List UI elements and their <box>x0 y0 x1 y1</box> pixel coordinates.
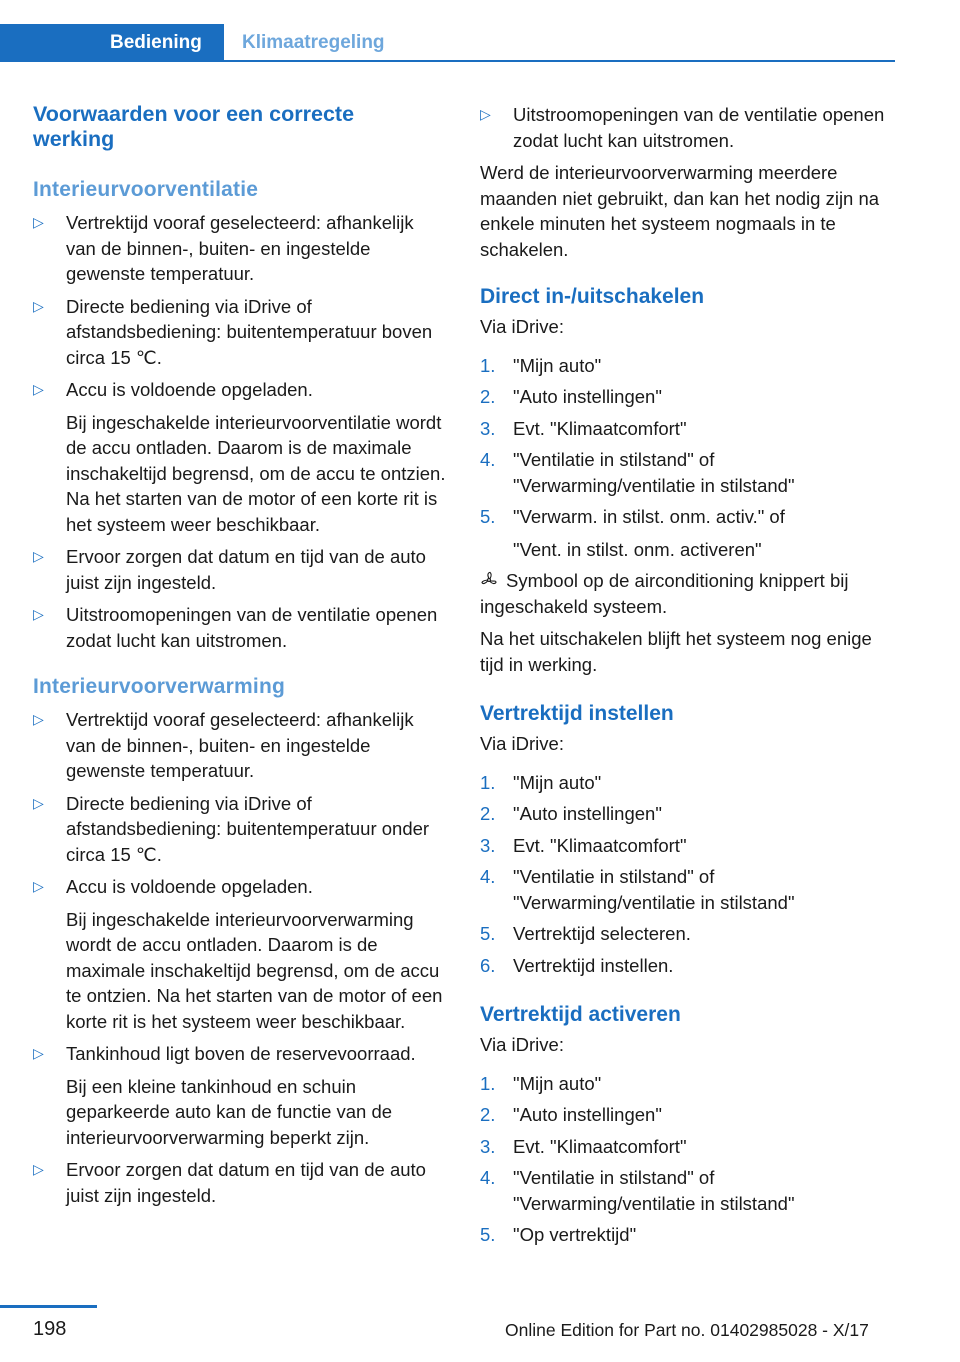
step-item <box>480 504 894 562</box>
step-item <box>480 1222 894 1248</box>
step-item <box>480 1071 894 1097</box>
step-number: 2. <box>480 1104 496 1125</box>
step-number: 1. <box>480 354 496 376</box>
step-text: "Auto instellingen" <box>513 1104 662 1125</box>
list-item-detail: Bij een kleine tankinhoud en schuin geparkeerde auto kan de functie van de interieurvoorverwarming beperkt zijn. <box>66 1075 393 1148</box>
list-item-text: Directe bediening via iDrive of afstandsbediening: buitentemperatuur onder circa 15 ℃. <box>66 792 430 865</box>
triangle-right-icon: ▷ <box>33 878 44 894</box>
list-item-text: Uitstroomopeningen van de ventilatie openen zodat lucht kan uitstromen. <box>66 604 438 651</box>
section-title-activeren: Vertrektijd activeren <box>480 1003 681 1026</box>
step-number: 4. <box>480 866 496 887</box>
step-number: 5. <box>480 923 496 944</box>
step-number: 1. <box>480 1072 496 1094</box>
step-number: 3. <box>480 1135 496 1157</box>
step-item <box>480 1134 894 1160</box>
step-text: "Mijn auto" <box>513 1072 602 1094</box>
list-item-detail: Bij ingeschakelde interieurvoorventilatie wordt de accu ontladen. Daarom is de maximale inschakeltijd begrensd, om de accu te ontzien. Na het starten van de motor of een korte rit is het systeem weer beschikbaar. <box>66 411 446 535</box>
header-tab-bar <box>0 0 895 62</box>
list-item-detail: Bij ingeschakelde interieurvoorverwarming wordt de accu ontladen. Daarom is de maximale inschakeltijd begrensd, om de accu te ontzien. Na het starten van de motor of een korte rit is het systeem weer beschikbaar. <box>66 908 443 1032</box>
via-idrive-label: Via iDrive: <box>480 733 564 754</box>
triangle-right-icon: ▷ <box>33 548 44 564</box>
step-item <box>480 447 894 498</box>
step-number: 6. <box>480 954 496 976</box>
step-text: Evt. "Klimaatcomfort" <box>513 417 687 439</box>
step-item <box>480 416 894 442</box>
section-title-instellen: Vertrektijd instellen <box>480 702 674 725</box>
list-item <box>480 102 894 153</box>
step-item <box>480 801 894 827</box>
verwarming-conditions-list <box>33 707 447 1208</box>
step-item <box>480 384 894 410</box>
step-item <box>480 921 894 947</box>
section-title-direct: Direct in-/uitschakelen <box>480 285 705 308</box>
ventilatie-conditions-list <box>33 210 447 653</box>
triangle-right-icon: ▷ <box>33 711 44 727</box>
list-item <box>33 602 447 653</box>
step-text: "Auto instellingen" <box>513 803 662 824</box>
subsection-title-verwarming: Interieurvoorverwarming <box>33 675 286 698</box>
step-text: "Mijn auto" <box>513 771 602 793</box>
triangle-right-icon: ▷ <box>33 1045 44 1061</box>
list-item-text: Uitstroomopeningen van de ventilatie openen zodat lucht kan uitstromen. <box>513 104 885 151</box>
list-item <box>33 1157 447 1208</box>
step-item <box>480 864 894 915</box>
step-number: 3. <box>480 834 496 856</box>
list-item <box>33 707 447 784</box>
step-text: "Ventilatie in stilstand" of "Verwarming/ventilatie in stilstand" <box>513 1167 795 1214</box>
step-number: 5. <box>480 506 496 527</box>
set-steps-list <box>480 770 894 979</box>
list-item-text: Vertrektijd vooraf geselecteerd: afhankelijk van de binnen-, buiten- en ingestelde gewenste temperatuur. <box>66 709 414 781</box>
list-item-text: Directe bediening via iDrive of afstandsbediening: buitentemperatuur boven circa 15 ℃. <box>66 295 433 368</box>
continued-list <box>480 102 894 153</box>
step-text: "Op vertrektijd" <box>513 1224 637 1245</box>
list-item-text: Ervoor zorgen dat datum en tijd van de auto juist zijn ingesteld. <box>66 546 426 593</box>
tab-klimaatregeling[interactable]: Klimaatregeling <box>242 32 385 53</box>
right-column <box>480 102 894 1248</box>
list-item <box>33 1041 447 1150</box>
step-number: 2. <box>480 386 496 407</box>
step-item <box>480 1102 894 1128</box>
paragraph-reminder: Werd de interieurvoorverwarming meerdere maanden niet gebruikt, dan kan het nodig zijn na enkele minuten het systeem nogmaals in te schakelen. <box>480 162 880 260</box>
page-number: 198 <box>33 1318 67 1340</box>
list-item <box>33 210 447 287</box>
triangle-right-icon: ▷ <box>33 794 44 811</box>
direct-steps-list <box>480 353 894 563</box>
via-idrive-label: Via iDrive: <box>480 316 564 337</box>
triangle-right-icon: ▷ <box>33 297 44 314</box>
step-number: 2. <box>480 803 496 824</box>
triangle-right-icon: ▷ <box>33 1161 44 1177</box>
step-text: Vertrektijd instellen. <box>513 954 674 976</box>
step-number: 3. <box>480 417 496 439</box>
list-item <box>33 791 447 868</box>
list-item <box>33 874 447 1034</box>
step-number: 1. <box>480 771 496 793</box>
step-item <box>480 833 894 859</box>
step-number: 4. <box>480 1167 496 1188</box>
list-item-text: Ervoor zorgen dat datum en tijd van de auto juist zijn ingesteld. <box>66 1159 426 1206</box>
triangle-right-icon: ▷ <box>33 381 44 397</box>
symbol-note <box>480 568 894 619</box>
tab-bediening[interactable]: Bediening <box>0 24 224 62</box>
footer-accent-line <box>0 1305 97 1308</box>
step-text: "Auto instellingen" <box>513 386 662 407</box>
symbol-note-text: Symbool op de airconditioning knippert bij ingeschakeld systeem. <box>480 570 849 617</box>
step-text-continued: "Vent. in stilst. onm. activeren" <box>513 538 762 560</box>
subsection-title-ventilatie: Interieurvoorventilatie <box>33 178 259 201</box>
list-item-text: Accu is voldoende opgeladen. <box>66 379 313 400</box>
list-item-text: Tankinhoud ligt boven de reservevoorraad. <box>66 1043 416 1064</box>
step-text: "Verwarm. in stilst. onm. activ." of <box>513 506 785 527</box>
via-idrive-label: Via iDrive: <box>480 1034 564 1055</box>
list-item-text: Accu is voldoende opgeladen. <box>66 876 313 897</box>
section-title-voorwaarden: Voorwaarden voor een correcte werking <box>33 102 355 151</box>
list-item <box>33 377 447 537</box>
step-item <box>480 353 894 379</box>
left-column <box>33 102 447 1208</box>
step-text: "Ventilatie in stilstand" of "Verwarming/ventilatie in stilstand" <box>513 866 795 913</box>
paragraph-after-off: Na het uitschakelen blijft het systeem nog enige tijd in werking. <box>480 628 872 675</box>
step-number: 5. <box>480 1224 496 1245</box>
step-text: Evt. "Klimaatcomfort" <box>513 1135 687 1157</box>
step-number: 4. <box>480 449 496 470</box>
activate-steps-list <box>480 1071 894 1248</box>
triangle-right-icon: ▷ <box>480 106 491 122</box>
list-item-text: Vertrektijd vooraf geselecteerd: afhankelijk van de binnen-, buiten- en ingestelde gewenste temperatuur. <box>66 212 414 284</box>
edition-footer: Online Edition for Part no. 01402985028 - X/17 <box>505 1320 869 1340</box>
step-text: "Ventilatie in stilstand" of "Verwarming/ventilatie in stilstand" <box>513 449 795 496</box>
triangle-right-icon: ▷ <box>33 606 44 622</box>
list-item <box>33 544 447 595</box>
step-text: Vertrektijd selecteren. <box>513 923 691 944</box>
step-item <box>480 770 894 796</box>
step-item <box>480 953 894 979</box>
triangle-right-icon: ▷ <box>33 214 44 230</box>
step-item <box>480 1165 894 1216</box>
step-text: Evt. "Klimaatcomfort" <box>513 834 687 856</box>
fan-icon <box>480 571 498 589</box>
step-text: "Mijn auto" <box>513 354 602 376</box>
list-item <box>33 294 447 371</box>
